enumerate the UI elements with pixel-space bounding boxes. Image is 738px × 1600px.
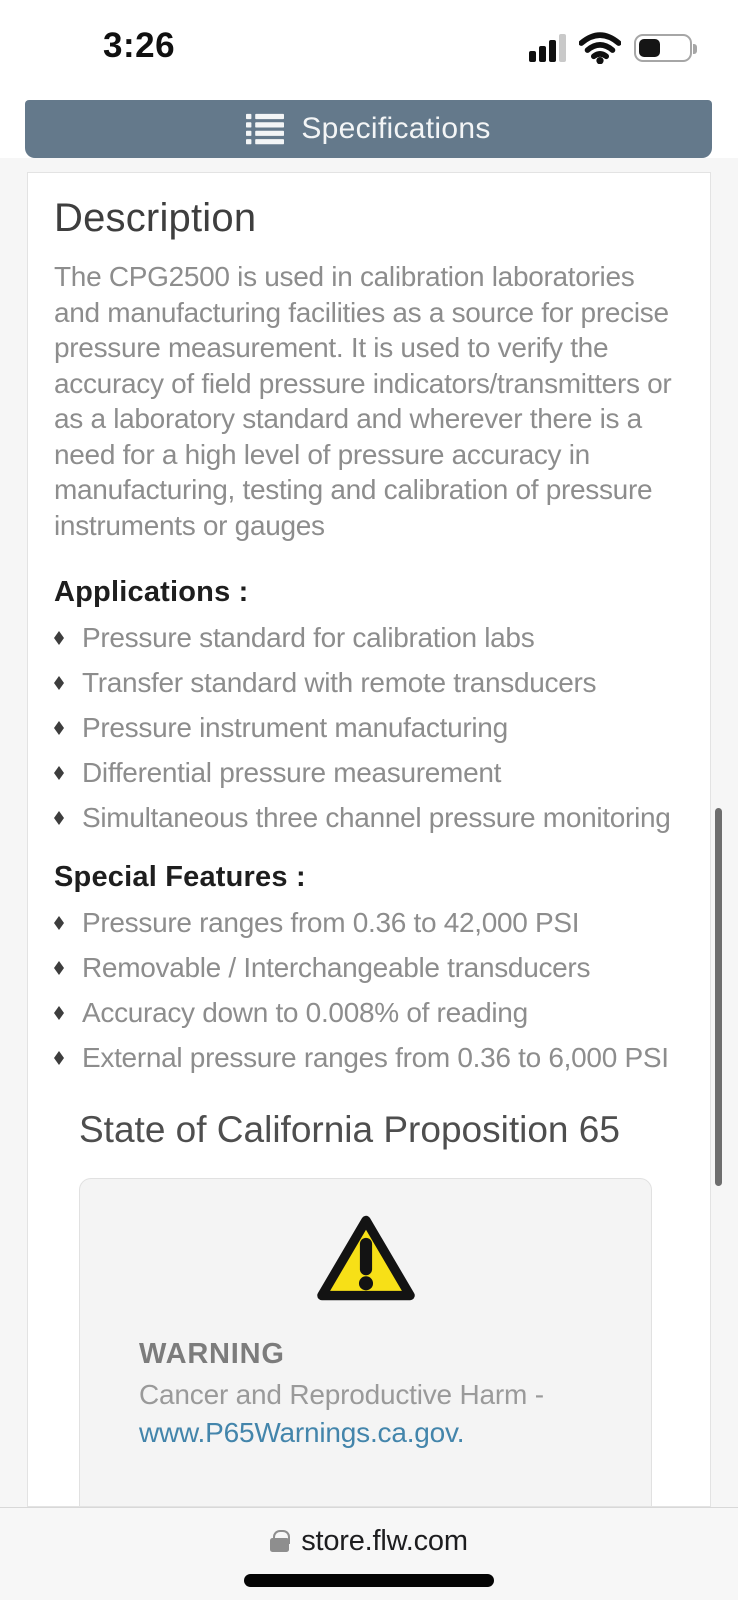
applications-title: Applications : <box>54 576 249 608</box>
list-item <box>54 996 684 1030</box>
list-item <box>54 801 684 835</box>
list-item <box>54 711 684 745</box>
battery-nub <box>693 44 697 54</box>
special-features-list <box>54 906 684 1075</box>
list-item-label: Removable / Interchangeable transducers <box>82 952 591 983</box>
list-item <box>54 951 684 985</box>
battery-icon <box>634 34 692 62</box>
warning-triangle-icon <box>314 1213 418 1303</box>
list-item-label: Accuracy down to 0.008% of reading <box>82 997 528 1028</box>
address-bar-url[interactable]: store.flw.com <box>301 1525 468 1557</box>
status-icons <box>529 32 692 64</box>
diamond-bullet-icon <box>54 916 64 930</box>
warning-triangle-row <box>80 1213 651 1308</box>
home-indicator[interactable] <box>244 1574 494 1587</box>
prop65-title: State of California Proposition 65 <box>79 1109 620 1150</box>
list-item-label: Differential pressure measurement <box>82 757 502 788</box>
address-bar[interactable] <box>0 1525 738 1558</box>
cellular-signal-icon <box>529 34 566 62</box>
list-item-label: Pressure ranges from 0.36 to 42,000 PSI <box>82 907 580 938</box>
list-item <box>54 666 684 700</box>
diamond-bullet-icon <box>54 1051 64 1065</box>
diamond-bullet-icon <box>54 721 64 735</box>
list-item <box>54 621 684 655</box>
warning-text: Cancer and Reproductive Harm - <box>139 1379 544 1410</box>
list-item-label: External pressure ranges from 0.36 to 6,000 PSI <box>82 1042 669 1073</box>
description-title: Description <box>54 196 257 240</box>
diamond-bullet-icon <box>54 811 64 825</box>
diamond-bullet-icon <box>54 1006 64 1020</box>
diamond-bullet-icon <box>54 631 64 645</box>
specifications-header-label: Specifications <box>301 112 491 145</box>
list-item <box>54 756 684 790</box>
prop65-warning-box <box>79 1178 652 1507</box>
special-features-title: Special Features : <box>54 861 306 893</box>
content-card <box>27 172 711 1507</box>
safari-bottom-bar[interactable] <box>0 1507 738 1600</box>
p65-warnings-link[interactable]: www.P65Warnings.ca.gov. <box>139 1417 465 1448</box>
list-item-label: Transfer standard with remote transducers <box>82 667 597 698</box>
scrollbar-thumb[interactable] <box>715 808 722 1186</box>
wifi-icon <box>579 32 621 64</box>
list-item <box>54 906 684 940</box>
applications-list <box>54 621 684 835</box>
list-item-label: Pressure standard for calibration labs <box>82 622 535 653</box>
list-item-label: Pressure instrument manufacturing <box>82 712 508 743</box>
description-paragraph: The CPG2500 is used in calibration laboratories and manufacturing facilities as a source for precise pressure measurement. It is used to verify the accuracy of field pressure indicators/transmitters or as a laboratory standard and wherever there is a need for a high level of pressure accuracy in manufacturing, testing and calibration of pressure instruments or gauges <box>54 261 672 541</box>
diamond-bullet-icon <box>54 676 64 690</box>
diamond-bullet-icon <box>54 766 64 780</box>
status-time: 3:26 <box>103 26 176 65</box>
diamond-bullet-icon <box>54 961 64 975</box>
specifications-header[interactable] <box>25 100 712 158</box>
list-icon <box>246 113 284 146</box>
list-item-label: Simultaneous three channel pressure monitoring <box>82 802 671 833</box>
battery-level <box>639 39 660 57</box>
lock-icon <box>270 1538 289 1552</box>
list-item <box>54 1041 684 1075</box>
warning-label: WARNING <box>139 1338 285 1370</box>
status-bar <box>0 0 738 100</box>
